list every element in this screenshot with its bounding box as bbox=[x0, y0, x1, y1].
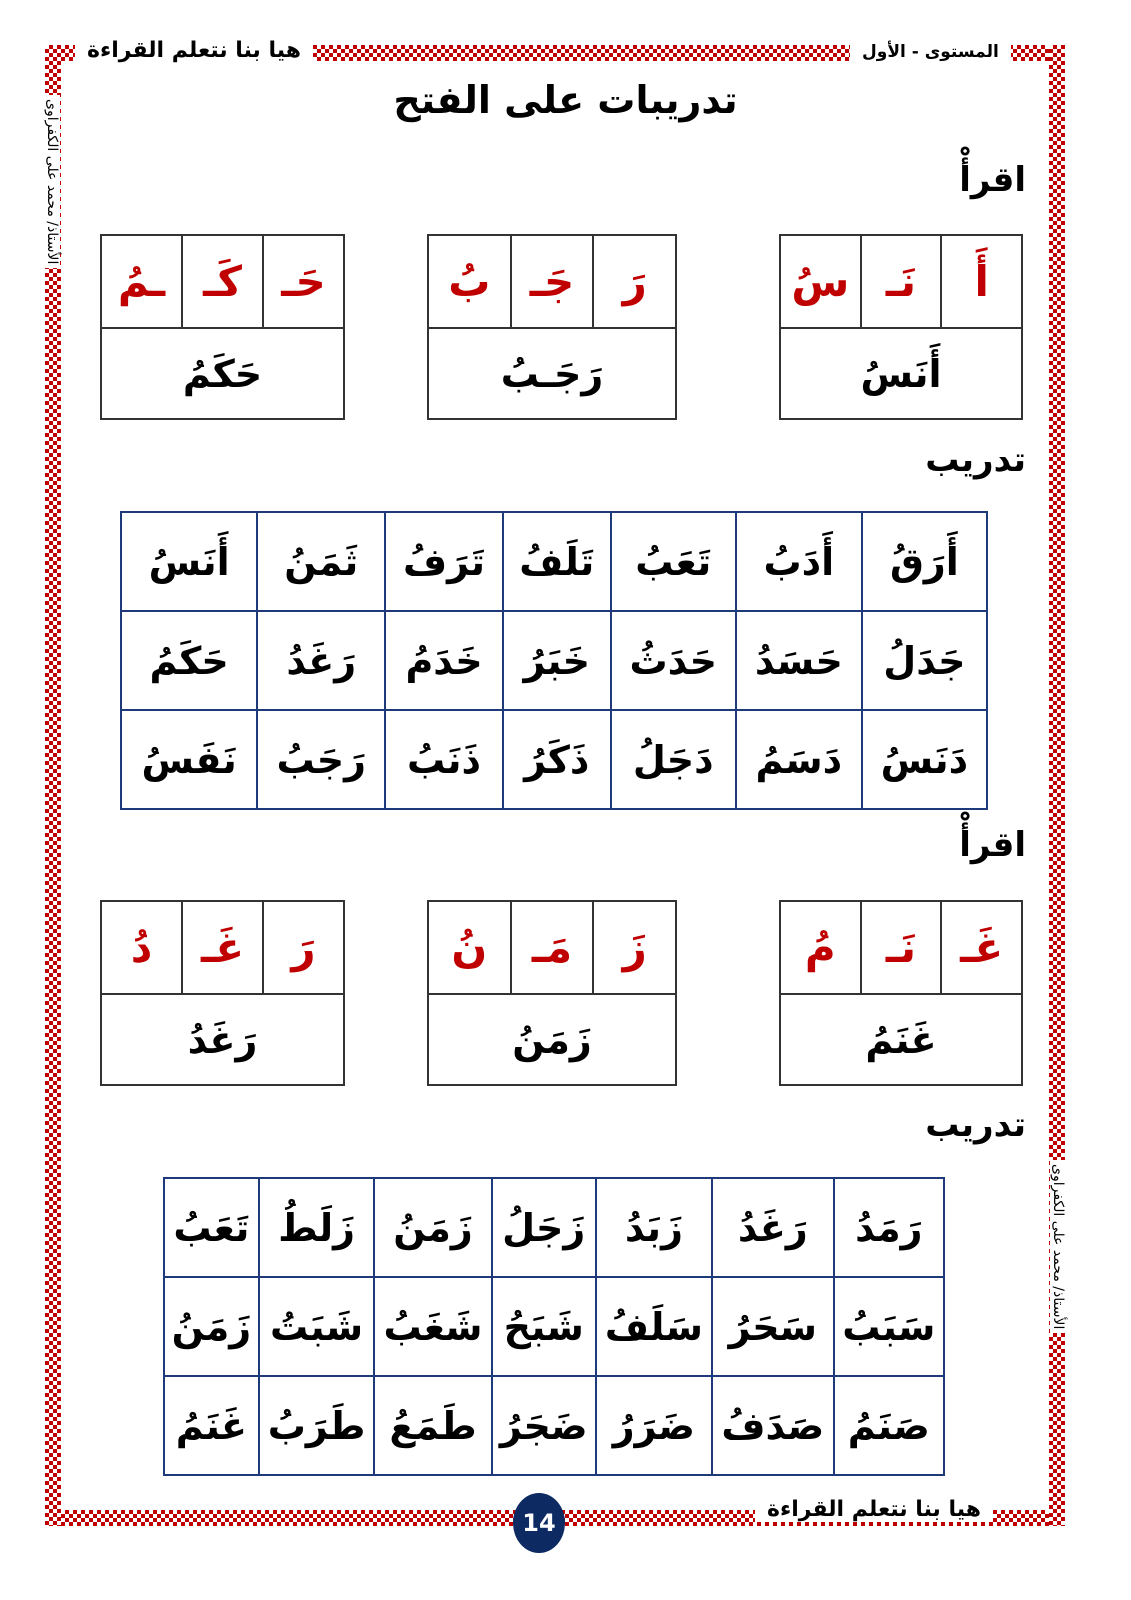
page-number: 14 bbox=[513, 1493, 565, 1553]
table-row bbox=[121, 512, 987, 611]
word-cell: تَعَبُ bbox=[164, 1178, 259, 1277]
word-cell: رَجَبُ bbox=[257, 710, 385, 809]
table-row bbox=[164, 1277, 944, 1376]
letter-cell: مُ bbox=[804, 923, 836, 972]
letter-box bbox=[779, 234, 1023, 420]
word-cell: دَنَسُ bbox=[862, 710, 987, 809]
letter-box bbox=[427, 900, 677, 1086]
letters-row bbox=[102, 236, 343, 329]
letter-cell: ـمُ bbox=[117, 257, 166, 306]
letters-row bbox=[781, 236, 1021, 329]
table-row bbox=[164, 1178, 944, 1277]
word-cell: رَغَدُ bbox=[257, 611, 385, 710]
word-cell: سَلَفُ bbox=[596, 1277, 712, 1376]
word-cell: حَدَثُ bbox=[611, 611, 736, 710]
section-practice-2: تدريب bbox=[925, 1105, 1026, 1145]
section-practice-1: تدريب bbox=[925, 440, 1026, 480]
teacher-name-left: الأستاذ/ محمد على الكفراوى bbox=[44, 95, 60, 268]
word-cell: زَجَلُ bbox=[492, 1178, 596, 1277]
word-cell: شَبَتُ bbox=[259, 1277, 375, 1376]
word-cell: خَدَمُ bbox=[385, 611, 503, 710]
word-cell: شَبَحُ bbox=[492, 1277, 596, 1376]
practice-table-2 bbox=[163, 1177, 945, 1476]
letter-cell: نَـ bbox=[860, 902, 941, 993]
letter-cell: زَ bbox=[592, 902, 675, 993]
header-level: المستوى - الأول bbox=[850, 42, 1011, 62]
letter-cell: غَـ bbox=[940, 902, 1021, 993]
word-cell: رَجَـبُ bbox=[500, 351, 604, 396]
letters-row bbox=[429, 236, 675, 329]
section-read-2: اقرأْ bbox=[959, 825, 1026, 865]
table-row bbox=[121, 710, 987, 809]
word-cell: سَحَرُ bbox=[712, 1277, 834, 1376]
header-series: هيا بنا نتعلم القراءة bbox=[75, 38, 313, 63]
word-cell: أَرَقُ bbox=[862, 512, 987, 611]
word-cell: صَدَفُ bbox=[712, 1376, 834, 1475]
letter-cell: أَ bbox=[940, 236, 1021, 327]
word-cell: زَبَدُ bbox=[596, 1178, 712, 1277]
word-cell: غَنَمُ bbox=[865, 1017, 937, 1062]
letters-row bbox=[102, 902, 343, 995]
letter-cell: جَـ bbox=[510, 236, 593, 327]
table-row bbox=[164, 1376, 944, 1475]
word-cell: تَلَفُ bbox=[503, 512, 611, 611]
letter-box bbox=[779, 900, 1023, 1086]
word-cell: دَسَمُ bbox=[736, 710, 862, 809]
letter-cell: مَـ bbox=[510, 902, 593, 993]
word-cell: ضَرَرُ bbox=[596, 1376, 712, 1475]
word-cell: حَسَدُ bbox=[736, 611, 862, 710]
letter-cell: دُ bbox=[130, 923, 153, 972]
section-read-1: اقرأْ bbox=[959, 160, 1026, 200]
page-title: تدريبات على الفتح bbox=[393, 78, 738, 122]
word-cell: حَكَمُ bbox=[182, 351, 263, 396]
letters-row bbox=[429, 902, 675, 995]
word-cell: تَرَفُ bbox=[385, 512, 503, 611]
word-cell: صَنَمُ bbox=[834, 1376, 944, 1475]
letter-cell: كَـ bbox=[181, 236, 262, 327]
letter-cell: حَـ bbox=[262, 236, 343, 327]
word-cell: جَدَلُ bbox=[862, 611, 987, 710]
word-cell: ذَنَبُ bbox=[385, 710, 503, 809]
letter-cell: سُ bbox=[791, 257, 850, 306]
letters-row bbox=[781, 902, 1021, 995]
word-cell: نَفَسُ bbox=[121, 710, 257, 809]
letter-box bbox=[100, 234, 345, 420]
word-cell: طَمَعُ bbox=[374, 1376, 491, 1475]
word-cell: شَغَبُ bbox=[374, 1277, 491, 1376]
word-cell: خَبَرُ bbox=[503, 611, 611, 710]
word-cell: تَعَبُ bbox=[611, 512, 736, 611]
letter-cell: رَ bbox=[592, 236, 675, 327]
word-cell: زَمَنُ bbox=[164, 1277, 259, 1376]
footer-series: هيا بنا نتعلم القراءة bbox=[755, 1497, 993, 1522]
word-cell: أَدَبُ bbox=[736, 512, 862, 611]
practice-table-1 bbox=[120, 511, 988, 810]
word-cell: زَمَنُ bbox=[374, 1178, 491, 1277]
letter-cell: رَ bbox=[262, 902, 343, 993]
letter-cell: نَـ bbox=[860, 236, 941, 327]
letter-cell: نُ bbox=[451, 923, 488, 972]
word-cell: حَكَمُ bbox=[121, 611, 257, 710]
word-cell: طَرَبُ bbox=[259, 1376, 375, 1475]
word-cell: ضَجَرُ bbox=[492, 1376, 596, 1475]
teacher-name-right: الأستاذ/ محمد على الكفراوى bbox=[1050, 1160, 1066, 1333]
letter-cell: بُ bbox=[448, 257, 491, 306]
word-cell: دَجَلُ bbox=[611, 710, 736, 809]
word-cell: زَلَطُ bbox=[259, 1178, 375, 1277]
word-cell: ذَكَرُ bbox=[503, 710, 611, 809]
word-cell: غَنَمُ bbox=[164, 1376, 259, 1475]
word-cell: سَبَبُ bbox=[834, 1277, 944, 1376]
letter-box bbox=[427, 234, 677, 420]
word-cell: رَمَدُ bbox=[834, 1178, 944, 1277]
table-row bbox=[121, 611, 987, 710]
letter-cell: غَـ bbox=[181, 902, 262, 993]
word-cell: رَغَدُ bbox=[187, 1017, 258, 1062]
letter-box bbox=[100, 900, 345, 1086]
word-cell: رَغَدُ bbox=[712, 1178, 834, 1277]
word-cell: أَنَسُ bbox=[860, 351, 942, 396]
word-cell: ثَمَنُ bbox=[257, 512, 385, 611]
word-cell: زَمَنُ bbox=[512, 1017, 592, 1062]
word-cell: أَنَسُ bbox=[121, 512, 257, 611]
